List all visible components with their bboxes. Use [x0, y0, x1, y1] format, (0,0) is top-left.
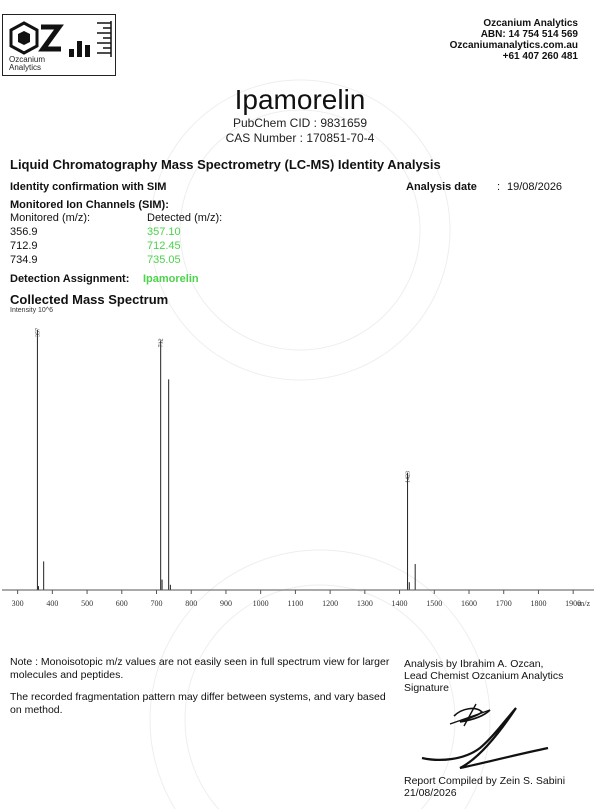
spectrum-title: Collected Mass Spectrum: [10, 292, 169, 307]
company-name: Ozcanium Analytics: [483, 18, 578, 29]
analysis-date-label: Analysis date: [406, 181, 477, 193]
mass-spectrum-chart: [0, 316, 600, 616]
logo-mark: [7, 21, 65, 55]
cas-number: CAS Number : 170851-70-4: [225, 131, 375, 145]
x-tick-label: 300: [11, 599, 24, 608]
compiled-block: [404, 775, 594, 799]
compiled-by: Report Compiled by Zein S. Sabini: [404, 775, 566, 787]
x-tick-label: 1800: [530, 599, 547, 608]
logo-name: Ozcanium Analytics: [9, 55, 46, 72]
x-tick-label: 400: [46, 599, 59, 608]
signoff-line: Lead Chemist Ozcanium Analytics: [404, 670, 564, 682]
signoff-line: Signature: [404, 682, 449, 694]
signoff-line: Analysis by Ibrahim A. Ozcan,: [404, 658, 544, 670]
sim-header: Monitored Ion Channels (SIM):: [10, 199, 169, 211]
monitored-value: 356.9: [10, 226, 38, 238]
signature-image: [420, 698, 560, 778]
compiled-date: 21/08/2026: [404, 787, 457, 799]
peak-label: 357: [35, 328, 42, 337]
analysis-date-value: 19/08/2026: [507, 181, 563, 193]
note-monoisotopic: Note : Monoisotopic m/z values are not easily seen in full spectrum view for larger molecules and peptides.: [10, 656, 390, 681]
x-tick-label: 1200: [322, 599, 339, 608]
company-info: [450, 18, 578, 62]
monitored-value: 712.9: [10, 240, 38, 252]
x-tick-label: 1600: [461, 599, 478, 608]
analysis-title: Liquid Chromatography Mass Spectrometry (LC-MS) Identity Analysis: [10, 157, 441, 172]
monitored-value: 734.9: [10, 254, 38, 266]
x-tick-label: 1000: [252, 599, 269, 608]
signoff-block: [404, 658, 594, 694]
company-logo: [2, 14, 116, 76]
compound-name: Ipamorelin: [234, 84, 366, 115]
monitored-header: Monitored (m/z):: [10, 212, 91, 224]
assignment-value: Ipamorelin: [143, 273, 199, 285]
peak-label: 1423: [405, 471, 412, 483]
x-tick-label: 1400: [391, 599, 408, 608]
x-tick-label: 1500: [426, 599, 443, 608]
peak-label: 712: [158, 338, 165, 348]
assignment-label: Detection Assignment:: [10, 273, 130, 285]
logo-ruler-icon: [67, 19, 113, 59]
detected-value: 735.05: [147, 254, 181, 266]
x-tick-label: 1300: [356, 599, 373, 608]
x-tick-label: 600: [115, 599, 128, 608]
detected-value: 712.45: [147, 240, 181, 252]
x-tick-label: 800: [185, 599, 198, 608]
analysis-date-separator: :: [497, 181, 501, 193]
company-abn: ABN: 14 754 514 569: [480, 29, 578, 40]
x-tick-label: 1100: [287, 599, 304, 608]
x-tick-label: 1900: [565, 599, 582, 608]
company-phone: +61 407 260 481: [502, 51, 578, 62]
x-tick-label: 1700: [495, 599, 512, 608]
x-tick-label: 700: [150, 599, 163, 608]
detected-value: 357.10: [147, 226, 181, 238]
x-tick-label: 900: [219, 599, 232, 608]
company-website[interactable]: Ozcaniumanalytics.com.au: [449, 40, 578, 51]
x-axis-label: m/z: [578, 599, 590, 608]
x-tick-label: 500: [81, 599, 94, 608]
identity-confirmation: Identity confirmation with SIM: [10, 181, 167, 193]
detected-header: Detected (m/z):: [147, 212, 223, 224]
note-fragmentation: The recorded fragmentation pattern may differ between systems, and vary based on method.: [10, 691, 386, 716]
intensity-label: Intensity 10^6: [10, 307, 53, 314]
pubchem-cid: PubChem CID : 9831659: [232, 116, 368, 130]
